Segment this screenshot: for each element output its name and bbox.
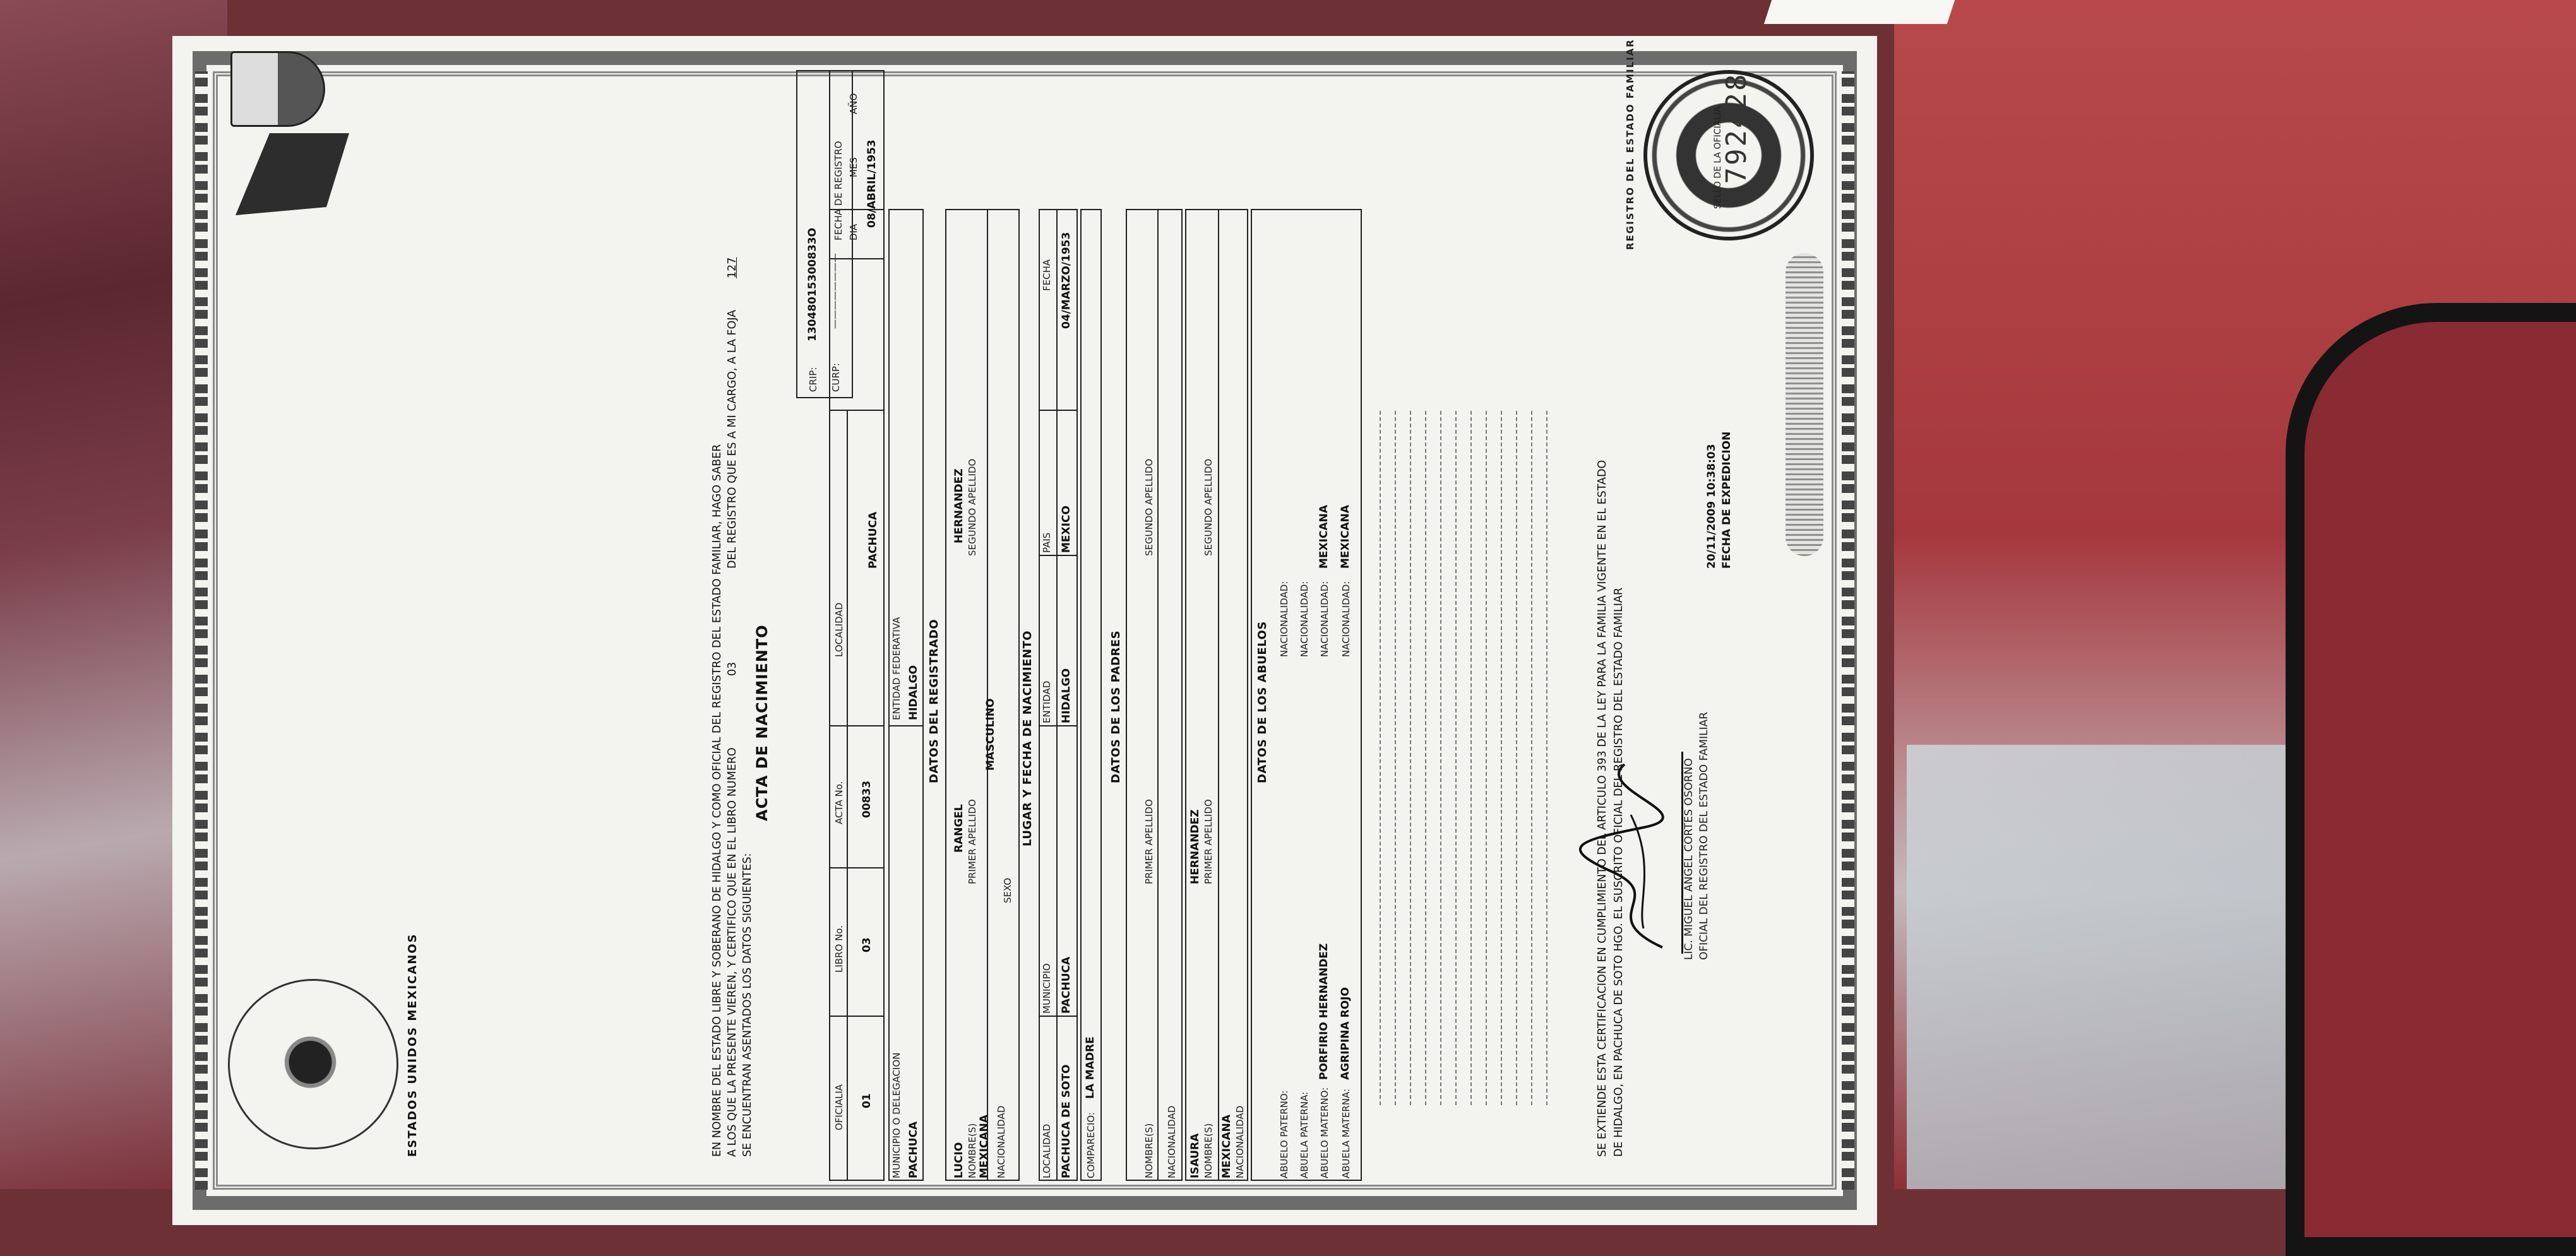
abuelo-materno-nac-label: NACIONALIDAD:	[1319, 581, 1330, 657]
libro-value: 03	[861, 937, 873, 952]
municipio-value: PACHUCA	[907, 1121, 920, 1178]
sello-label: SELLO DE LA OFICIALIA	[1713, 106, 1723, 209]
abuelo-materno-label: ABUELO MATERNO:	[1319, 1087, 1330, 1178]
greek-key-pattern-top	[195, 71, 208, 1190]
madre-nacionalidad: MEXICANA	[1220, 1115, 1233, 1178]
nacimiento-header: LUGAR Y FECHA DE NACIMIENTO	[1021, 630, 1034, 846]
comparecio-value: LA MADRE	[1084, 1036, 1097, 1099]
fecha-registro-value: 08/ABRIL/1953	[866, 139, 878, 228]
acta-value: 00833	[861, 780, 873, 818]
seal-mx-text: ESTADOS UNIDOS MEXICANOS	[406, 933, 419, 1157]
nac-municipio: PACHUCA	[1060, 956, 1073, 1014]
nac-fecha: 04/MARZO/1953	[1060, 232, 1073, 329]
greek-key-pattern-bottom	[1842, 71, 1854, 1190]
document-photo	[208, 0, 1913, 1189]
dotted-line	[1425, 411, 1426, 1105]
registrado-sexo: MASCULINO	[984, 698, 997, 771]
curp-label: CURP:	[830, 363, 842, 392]
intro-libro: 03	[726, 661, 739, 676]
nac-localidad: PACHUCA DE SOTO	[1060, 1064, 1073, 1178]
expedicion-value: 20/11/2009 10:38:03	[1705, 444, 1718, 569]
crip-label: CRIP:	[808, 367, 819, 392]
madre-box	[1185, 209, 1248, 1181]
nac-fecha-label: FECHA	[1041, 259, 1052, 291]
intro-line-2a: A LOS QUE LA PRESENTE VIEREN, Y CERTIFICO QUE EN EL LIBRO NUMERO	[726, 747, 739, 1157]
registrado-nombre: LUCIO	[953, 1142, 965, 1178]
serial-number: 2792428	[1720, 72, 1753, 203]
abuela-paterna-label: ABUELA PATERNA:	[1299, 1091, 1310, 1178]
nac-pais: MEXICO	[1060, 506, 1073, 553]
abuelo-materno: PORFIRIO HERNANDEZ	[1318, 943, 1330, 1080]
registrado-nombre-label: NOMBRE(S)	[967, 1123, 978, 1178]
padre-box	[1126, 209, 1183, 1181]
document-title: ACTA DE NACIMIENTO	[753, 624, 771, 821]
footer-line-2: DE HIDALGO, EN PACHUCA DE SOTO HGO. EL SUSCRITO OFICIAL DEL REGISTRO DEL ESTADO FAMILIAR	[1613, 588, 1625, 1157]
abuela-paterna-nac-label: NACIONALIDAD:	[1299, 581, 1310, 657]
dotted-line	[1501, 411, 1502, 1105]
abuela-materna-label: ABUELA MATERNA:	[1340, 1088, 1352, 1178]
registrado-sexo-label: SEXO	[1002, 877, 1013, 903]
dia-label: DIA	[848, 223, 859, 240]
mexico-coat-of-arms-icon	[228, 979, 398, 1149]
registrado-box	[945, 209, 1020, 1181]
dotted-line	[1395, 411, 1396, 1105]
comparecio-label: COMPARECIO:	[1085, 1112, 1097, 1178]
oficialia-value: 01	[861, 1093, 873, 1108]
abuelo-paterno-nac-label: NACIONALIDAD:	[1279, 581, 1290, 657]
fecha-registro-label: FECHA DE REGISTRO	[833, 141, 844, 240]
entidad-label: ENTIDAD FEDERATIVA	[891, 617, 902, 720]
intro-line-1: EN NOMBRE DEL ESTADO LIBRE Y SOBERANO DE HIDALGO Y COMO OFICIAL DEL REGISTRO DEL ESTADO FAMILIAR, HAGO SABER	[711, 444, 724, 1157]
nac-pais-label: PAIS	[1041, 532, 1052, 553]
dotted-line	[1516, 411, 1517, 1105]
footer-line-1: SE EXTIENDE ESTA CERTIFICACION EN CUMPLIMIENTO DEL ARTICULO 393 DE LA LEY PARA LA FAMILIA VIGENTE EN EL ESTADO	[1596, 459, 1609, 1157]
abuelos-header: DATOS DE LOS ABUELOS	[1256, 621, 1269, 783]
registrado-segundo: HERNANDEZ	[953, 468, 965, 543]
municipio-label: MUNICIPIO O DELEGACION	[891, 1052, 902, 1178]
dotted-line	[1455, 411, 1457, 1105]
padre-segundo-label: SEGUNDO APELLIDO	[1143, 458, 1155, 556]
signature	[1568, 752, 1683, 954]
localidad-value: PACHUCA	[867, 511, 880, 569]
dotted-line	[1531, 411, 1532, 1105]
acta-label: ACTA No.	[833, 781, 845, 824]
dotted-line	[1410, 411, 1411, 1105]
dotted-line	[1380, 411, 1381, 1105]
birth-certificate	[172, 36, 1877, 1225]
abuelo-materno-nac: MEXICANA	[1318, 505, 1330, 569]
anio-label: AÑO	[848, 93, 859, 114]
mes-label: MES	[848, 157, 859, 177]
registry-seal-text: REGISTRO DEL ESTADO FAMILIAR	[1625, 39, 1636, 250]
intro-line-3: SE ENCUENTRAN ASENTADOS LOS DATOS SIGUIENTES:	[741, 853, 754, 1157]
official-name: LIC. MIGUEL ANGEL CORTES OSORNO	[1683, 758, 1695, 960]
intro-line-2b: DEL REGISTRO QUE ES A MI CARGO, A LA FOJA	[726, 309, 739, 569]
padre-primer-label: PRIMER APELLIDO	[1143, 799, 1155, 884]
hidalgo-shield-icon	[230, 51, 325, 127]
localidad-label: LOCALIDAD	[833, 602, 845, 657]
crip-value: 13048015300833O	[806, 227, 819, 341]
expedicion-label: FECHA DE EXPEDICION	[1720, 431, 1733, 569]
registrado-nacionalidad: MEXICANA	[978, 1115, 991, 1178]
registrado-primer: RANGEL	[953, 804, 965, 853]
abuelo-paterno-label: ABUELO PATERNO:	[1279, 1090, 1290, 1178]
nac-entidad: HIDALGO	[1060, 668, 1073, 723]
padres-header: DATOS DE LOS PADRES	[1109, 630, 1123, 783]
abuela-materna-nac: MEXICANA	[1339, 505, 1352, 569]
madre-nacionalidad-label: NACIONALIDAD	[1234, 1105, 1246, 1178]
oficialia-label: OFICIALIA	[833, 1084, 845, 1130]
dotted-line	[1470, 411, 1472, 1105]
intro-foja: 127	[726, 257, 739, 278]
madre-nombre: ISAURA	[1189, 1133, 1202, 1178]
madre-primer: HERNANDEZ	[1189, 809, 1202, 884]
official-title: OFICIAL DEL REGISTRO DEL ESTADO FAMILIAR	[1698, 711, 1710, 960]
padre-nombre-label: NOMBRE(S)	[1143, 1123, 1155, 1178]
guilloche-band	[1786, 253, 1823, 556]
madre-segundo-label: SEGUNDO APELLIDO	[1203, 458, 1214, 556]
nac-entidad-label: ENTIDAD	[1041, 680, 1052, 723]
comparecio-row	[1080, 209, 1102, 1181]
registrado-nacionalidad-label: NACIONALIDAD	[996, 1105, 1007, 1178]
registrado-header: DATOS DEL REGISTRADO	[927, 619, 941, 783]
madre-primer-label: PRIMER APELLIDO	[1203, 799, 1214, 884]
dotted-line	[1546, 411, 1547, 1105]
registrado-segundo-label: SEGUNDO APELLIDO	[967, 458, 978, 556]
nac-localidad-label: LOCALIDAD	[1041, 1123, 1052, 1178]
registrado-primer-label: PRIMER APELLIDO	[967, 799, 978, 884]
dotted-line	[1486, 411, 1487, 1105]
abuela-materna-nac-label: NACIONALIDAD:	[1340, 581, 1352, 657]
entidad-value: HIDALGO	[907, 665, 920, 720]
nac-municipio-label: MUNICIPIO	[1041, 963, 1052, 1014]
abuela-materna: AGRIPINA ROJO	[1339, 987, 1352, 1080]
padre-nacionalidad-label: NACIONALIDAD	[1166, 1105, 1178, 1178]
libro-label: LIBRO No.	[833, 925, 845, 973]
curp-value: ————————	[829, 253, 840, 329]
background-bag	[2286, 303, 2576, 1256]
dotted-line	[1440, 411, 1441, 1105]
madre-nombre-label: NOMBRE(S)	[1203, 1123, 1214, 1178]
